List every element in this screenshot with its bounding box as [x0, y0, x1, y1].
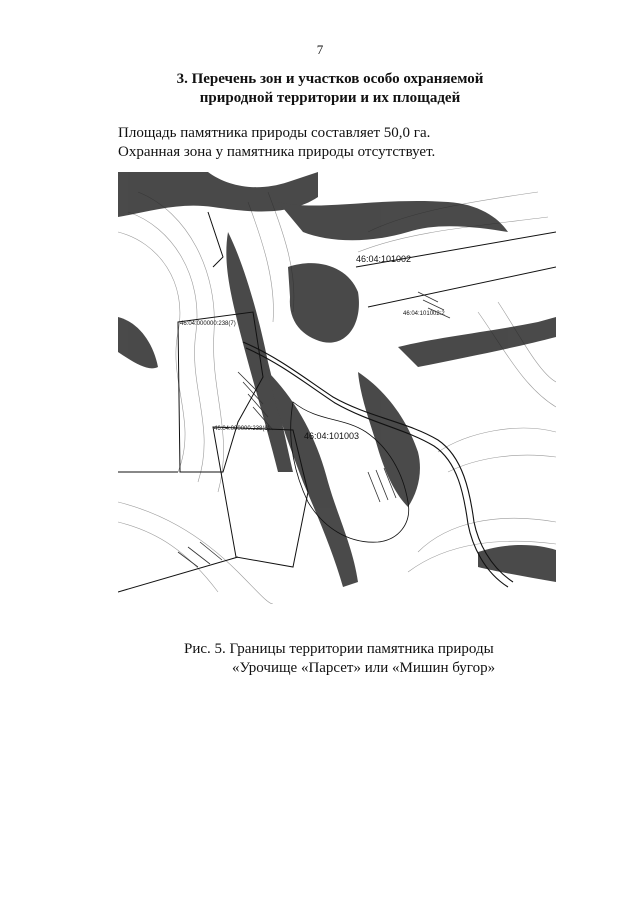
figure-caption-line-1: Рис. 5. Границы территории памятника природы [184, 641, 494, 657]
section-heading-line-1: 3. Перечень зон и участков особо охраняемой [176, 71, 484, 87]
section-heading-line-2: природной территории и их площадей [199, 90, 461, 106]
protection-zone-statement: Охранная зона у памятника природы отсутствует. [118, 144, 436, 160]
page-number: 7 [316, 42, 324, 57]
area-statement: Площадь памятника природы составляет 50,0 га. [118, 125, 431, 141]
figure-caption [0, 640, 640, 678]
territory-map [118, 172, 556, 604]
label-parcel-101002-2: 46:04:101002:2 [403, 311, 445, 317]
map-figure [118, 172, 556, 604]
section-heading [60, 70, 600, 108]
figure-caption-line-2: «Урочище «Парсет» или «Мишин бугор» [232, 660, 496, 676]
body-paragraph [118, 124, 578, 162]
label-parcel-101003: 46:04:101003 [304, 431, 360, 441]
label-parcel-238-6: 46:04:000000:238(6) [214, 426, 270, 432]
label-parcel-238-7: 46:04:000000:238(7) [180, 321, 236, 327]
label-parcel-101002: 46:04:101002 [356, 254, 412, 264]
